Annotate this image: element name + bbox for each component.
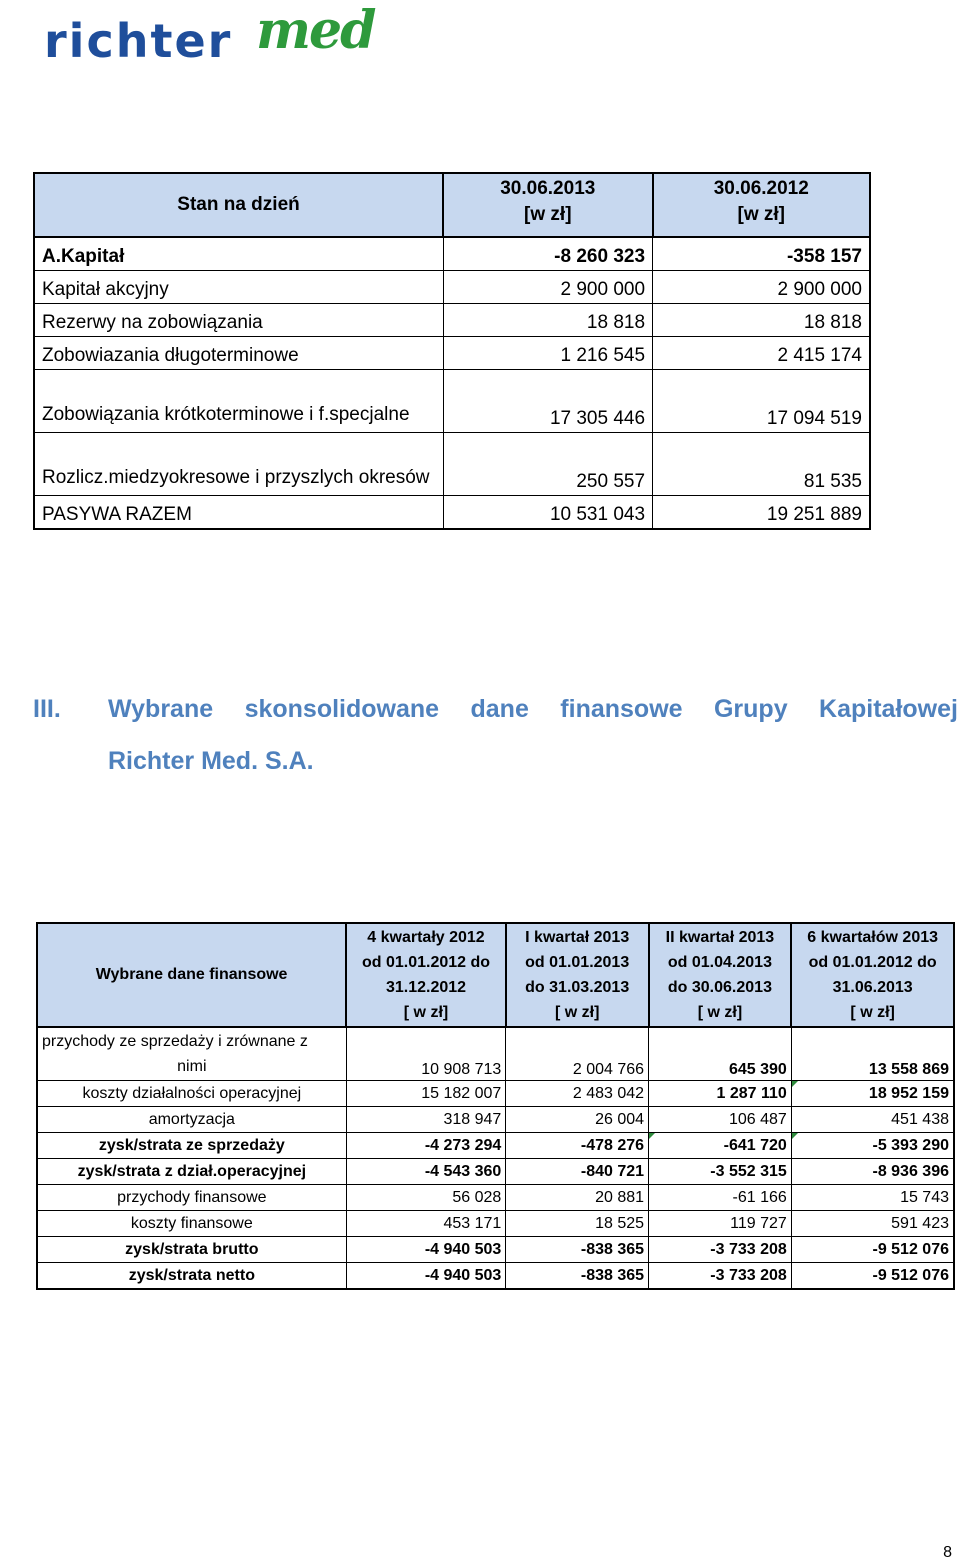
- table1-header-col1: [443, 173, 652, 237]
- row-value: -3 733 208: [649, 1237, 792, 1263]
- table-row: [37, 1159, 954, 1185]
- row-label-part: przychody ze sprzedaży i zrównane z: [42, 1033, 308, 1050]
- row-value: 318 947: [346, 1107, 506, 1133]
- table-row: [37, 1211, 954, 1237]
- table-row: [34, 433, 870, 496]
- row-label: koszty działalności operacyjnej: [37, 1081, 346, 1107]
- row-label: koszty finansowe: [37, 1211, 346, 1237]
- row-value: 20 881: [506, 1185, 649, 1211]
- table-row: [34, 370, 870, 433]
- table2-header-col: [346, 923, 506, 1027]
- row-value: -5 393 290: [791, 1133, 954, 1159]
- col-period: do 30.06.2013: [667, 979, 772, 996]
- col-title: I kwartał 2013: [525, 929, 630, 946]
- row-value: 81 535: [653, 433, 870, 496]
- row-label: Zobowiązania krótkoterminowe i f.specjalne: [34, 370, 443, 433]
- table1-header-col2: [653, 173, 870, 237]
- row-value: 13 558 869: [791, 1027, 954, 1081]
- row-value: 2 483 042: [506, 1081, 649, 1107]
- table-row: [37, 1237, 954, 1263]
- row-value: 17 305 446: [443, 370, 652, 433]
- row-value: 10 908 713: [346, 1027, 506, 1081]
- row-value: -4 543 360: [346, 1159, 506, 1185]
- section-number: III.: [33, 695, 61, 723]
- row-label: PASYWA RAZEM: [34, 496, 443, 530]
- table-row: [37, 1081, 954, 1107]
- table1-header: [34, 173, 870, 237]
- col-period: od 01.01.2012 do: [361, 954, 491, 971]
- row-value: 56 028: [346, 1185, 506, 1211]
- row-value: -3 733 208: [649, 1263, 792, 1290]
- row-value: 18 818: [653, 304, 870, 337]
- row-value: -9 512 076: [791, 1263, 954, 1290]
- row-label: Rezerwy na zobowiązania: [34, 304, 443, 337]
- row-value: -840 721: [506, 1159, 649, 1185]
- row-label: Kapitał akcyjny: [34, 271, 443, 304]
- row-value: -8 260 323: [443, 237, 652, 271]
- row-value: 19 251 889: [653, 496, 870, 530]
- financial-data-table: [36, 922, 955, 1290]
- col-period: od 01.01.2012 do: [808, 954, 937, 971]
- section-word: Grupy: [713, 695, 788, 723]
- table-row: [34, 271, 870, 304]
- row-label: zysk/strata brutto: [37, 1237, 346, 1263]
- logo-text-med: med: [256, 0, 375, 61]
- balance-sheet-table: [33, 172, 871, 530]
- row-value: -641 720: [649, 1133, 792, 1159]
- table1-col2-date: 30.06.2012: [713, 178, 809, 199]
- row-value: -838 365: [506, 1237, 649, 1263]
- table-row: [34, 237, 870, 271]
- row-label: przychody finansowe: [37, 1185, 346, 1211]
- row-value: -8 936 396: [791, 1159, 954, 1185]
- section-word: skonsolidowane: [244, 695, 440, 723]
- row-value: -838 365: [506, 1263, 649, 1290]
- row-value: 2 004 766: [506, 1027, 649, 1081]
- col-period: do 31.03.2013: [525, 979, 630, 996]
- row-value: 15 743: [791, 1185, 954, 1211]
- table-row: [37, 1107, 954, 1133]
- row-value: -9 512 076: [791, 1237, 954, 1263]
- col-unit: [ w zł]: [554, 1004, 600, 1021]
- table-row: [37, 1133, 954, 1159]
- row-value: 10 531 043: [443, 496, 652, 530]
- row-label: [37, 1027, 346, 1081]
- row-value: 1 216 545: [443, 337, 652, 370]
- row-label: zysk/strata z dział.operacyjnej: [37, 1159, 346, 1185]
- row-value: 250 557: [443, 433, 652, 496]
- row-label: zysk/strata netto: [37, 1263, 346, 1290]
- table2-header: [37, 923, 954, 1027]
- section-title-line2: Richter Med. S.A.: [108, 747, 314, 775]
- table2-header-label: Wybrane dane finansowe: [37, 923, 346, 1027]
- table-row: [37, 1185, 954, 1211]
- section-word: finansowe: [560, 695, 683, 723]
- table2-header-col: [506, 923, 649, 1027]
- col-title: II kwartał 2013: [665, 929, 775, 946]
- col-title: 4 kwartały 2012: [367, 929, 485, 946]
- table1-col2-unit: [w zł]: [737, 204, 786, 225]
- row-value: -4 940 503: [346, 1263, 506, 1290]
- col-title: 6 kwartałów 2013: [807, 929, 939, 946]
- section-word: Kapitałowej: [819, 695, 958, 723]
- table1-col1-unit: [w zł]: [524, 204, 572, 225]
- col-period: od 01.01.2013: [525, 954, 630, 971]
- logo-text-richter: richter: [44, 14, 233, 68]
- row-value: 645 390: [649, 1027, 792, 1081]
- row-value: -4 273 294: [346, 1133, 506, 1159]
- row-value: 18 952 159: [791, 1081, 954, 1107]
- row-label: zysk/strata ze sprzedaży: [37, 1133, 346, 1159]
- table-row: [34, 496, 870, 530]
- col-period: od 01.04.2013: [667, 954, 772, 971]
- row-label: Zobowiazania długoterminowe: [34, 337, 443, 370]
- row-value: 591 423: [791, 1211, 954, 1237]
- row-value: 15 182 007: [346, 1081, 506, 1107]
- row-value: 451 438: [791, 1107, 954, 1133]
- row-value: 106 487: [649, 1107, 792, 1133]
- section-word: Wybrane: [108, 695, 214, 723]
- row-value: 18 818: [443, 304, 652, 337]
- col-period: 31.06.2013: [832, 979, 913, 996]
- col-unit: [ w zł]: [697, 1004, 743, 1021]
- row-label: Rozlicz.miedzyokresowe i przyszlych okresów: [34, 433, 443, 496]
- row-value: 119 727: [649, 1211, 792, 1237]
- row-label: amortyzacja: [37, 1107, 346, 1133]
- richtermed-logo: [40, 0, 400, 90]
- row-value: 18 525: [506, 1211, 649, 1237]
- row-value: -478 276: [506, 1133, 649, 1159]
- page-number: 8: [943, 1544, 952, 1561]
- section-word: dane: [470, 695, 529, 723]
- table-row: [34, 337, 870, 370]
- table-row: [37, 1027, 954, 1081]
- row-value: 2 900 000: [653, 271, 870, 304]
- row-value: 17 094 519: [653, 370, 870, 433]
- table1-header-label: Stan na dzień: [34, 173, 443, 237]
- col-period: 31.12.2012: [385, 979, 467, 996]
- table1-col1-date: 30.06.2013: [500, 178, 596, 199]
- row-label-part: nimi: [177, 1058, 207, 1075]
- row-value: -358 157: [653, 237, 870, 271]
- row-value: 1 287 110: [649, 1081, 792, 1107]
- row-value: 26 004: [506, 1107, 649, 1133]
- col-unit: [ w zł]: [403, 1004, 449, 1021]
- table2-header-col: [791, 923, 954, 1027]
- row-value: -4 940 503: [346, 1237, 506, 1263]
- row-value: 2 415 174: [653, 337, 870, 370]
- col-unit: [ w zł]: [850, 1004, 895, 1021]
- row-value: 453 171: [346, 1211, 506, 1237]
- section-title-line1: [108, 695, 958, 724]
- table-row: [37, 1263, 954, 1290]
- row-value: -61 166: [649, 1185, 792, 1211]
- row-value: -3 552 315: [649, 1159, 792, 1185]
- table2-header-col: [649, 923, 792, 1027]
- table-row: [34, 304, 870, 337]
- row-label: A.Kapitał: [34, 237, 443, 271]
- row-value: 2 900 000: [443, 271, 652, 304]
